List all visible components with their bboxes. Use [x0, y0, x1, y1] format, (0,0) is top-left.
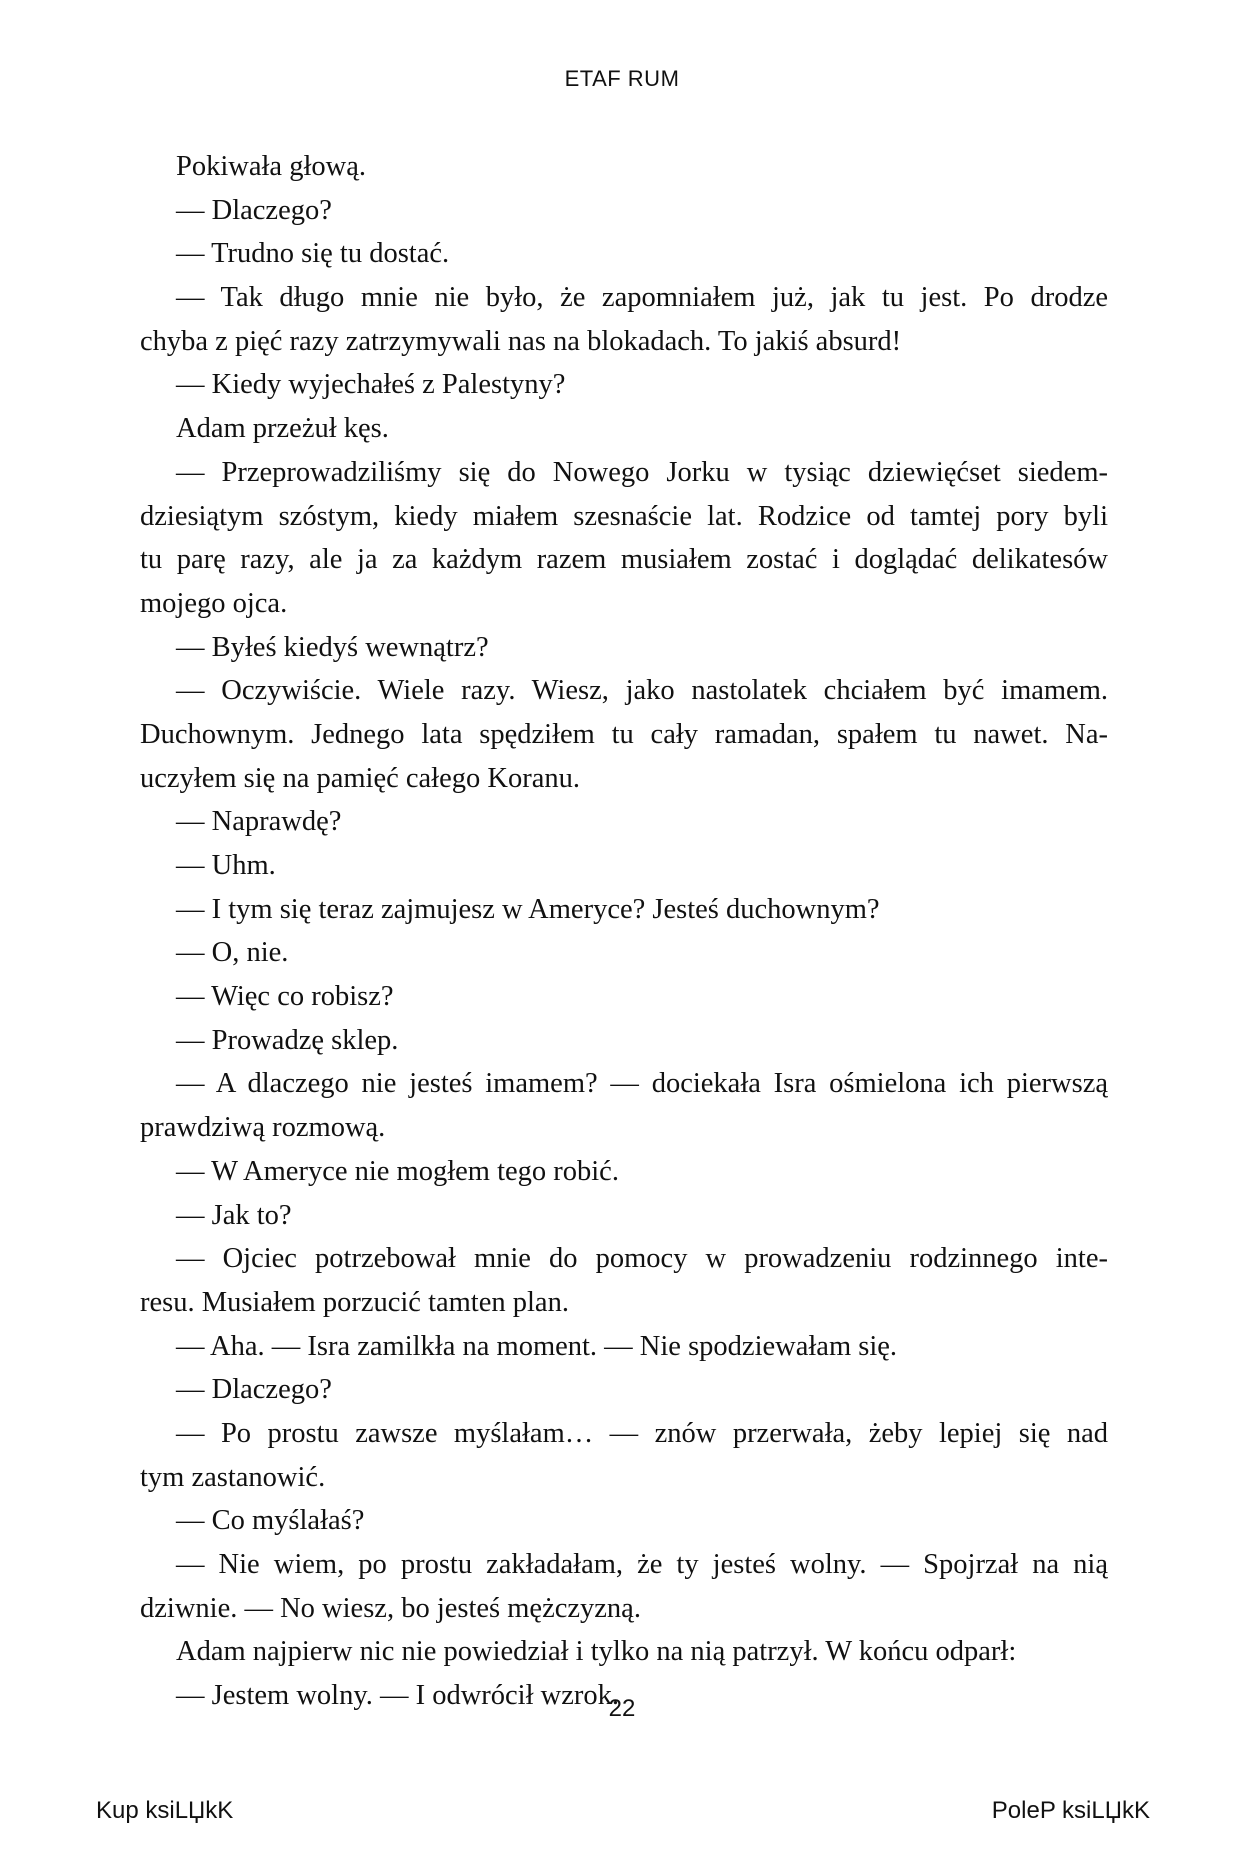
text-line: — A dlaczego nie jesteś imamem? — dociekała Isra ośmielona ich pierwszą [176, 1068, 1108, 1100]
running-header-author: ETAF RUM [564, 66, 680, 91]
text-line: — Jestem wolny. — I odwrócił wzrok. [176, 1680, 619, 1712]
text-line: — W Ameryce nie mogłem tego robić. [176, 1155, 619, 1187]
text-line: uczyłem się na pamięć całego Koranu. [140, 762, 580, 794]
buy-book-link[interactable]: Kup ksiLЏkK [96, 1797, 234, 1824]
text-line: — Kiedy wyjechałeś z Palestyny? [176, 369, 566, 401]
text-line: Duchownym. Jednego lata spędziłem tu cały ramadan, spałem tu nawet. Na- [140, 718, 1108, 750]
text-line: tym zastanowić. [140, 1461, 326, 1493]
text-line: Adam najpierw nic nie powiedział i tylko na nią patrzył. W końcu odparł: [176, 1636, 1017, 1668]
text-line: Adam przeżuł kęs. [176, 413, 389, 445]
text-line: — Dlaczego? [176, 194, 332, 226]
text-line: dziesiątym szóstym, kiedy miałem szesnaście lat. Rodzice od tamtej pory byli [140, 500, 1108, 532]
text-line: mojego ojca. [140, 587, 288, 619]
text-line: — Naprawdę? [176, 806, 342, 838]
text-line: — Aha. — Isra zamilkła na moment. — Nie spodziewałam się. [176, 1330, 898, 1362]
text-line: — Oczywiście. Wiele razy. Wiesz, jako nastolatek chciałem być imamem. [176, 675, 1108, 707]
text-line: — Tak długo mnie nie było, że zapomniałem już, jak tu jest. Po drodze [176, 282, 1108, 314]
text-line: — I tym się teraz zajmujesz w Ameryce? Jesteś duchownym? [176, 893, 880, 925]
text-line: — Co myślałaś? [176, 1505, 365, 1537]
text-line: tu parę razy, ale ja za każdym razem musiałem zostać i doglądać delikatesów [140, 544, 1108, 576]
recommend-book-link[interactable]: PoleP ksiLЏkK [991, 1797, 1150, 1824]
text-line: dziwnie. — No wiesz, bo jesteś mężczyzną. [140, 1592, 641, 1624]
text-line: Pokiwała głową. [176, 151, 366, 182]
text-line: prawdziwą rozmową. [140, 1112, 386, 1144]
text-line: resu. Musiałem porzucić tamten plan. [140, 1286, 569, 1318]
text-line: — Ojciec potrzebował mnie do pomocy w prowadzeniu rodzinnego inte- [176, 1243, 1108, 1275]
text-line: chyba z pięć razy zatrzymywali nas na blokadach. To jakiś absurd! [140, 325, 902, 357]
body-text [140, 145, 1108, 1718]
text-line: — Uhm. [176, 850, 276, 881]
text-line: — Dlaczego? [176, 1374, 332, 1406]
page-number: 22 [608, 1695, 636, 1722]
text-line: — Byłeś kiedyś wewnątrz? [176, 631, 489, 663]
text-line: — Więc co robisz? [176, 981, 394, 1013]
text-line: — Jak to? [176, 1199, 292, 1231]
text-line: — O, nie. [176, 937, 289, 969]
text-line: — Prowadzę sklep. [176, 1024, 399, 1056]
text-line: — Nie wiem, po prostu zakładałam, że ty jesteś wolny. — Spojrzał na nią [176, 1549, 1108, 1580]
text-line: — Po prostu zawsze myślałam… — znów przerwała, żeby lepiej się nad [176, 1417, 1108, 1449]
text-line: — Przeprowadziliśmy się do Nowego Jorku w tysiąc dziewięćset siedem- [176, 456, 1108, 488]
text-line: — Trudno się tu dostać. [176, 238, 450, 270]
